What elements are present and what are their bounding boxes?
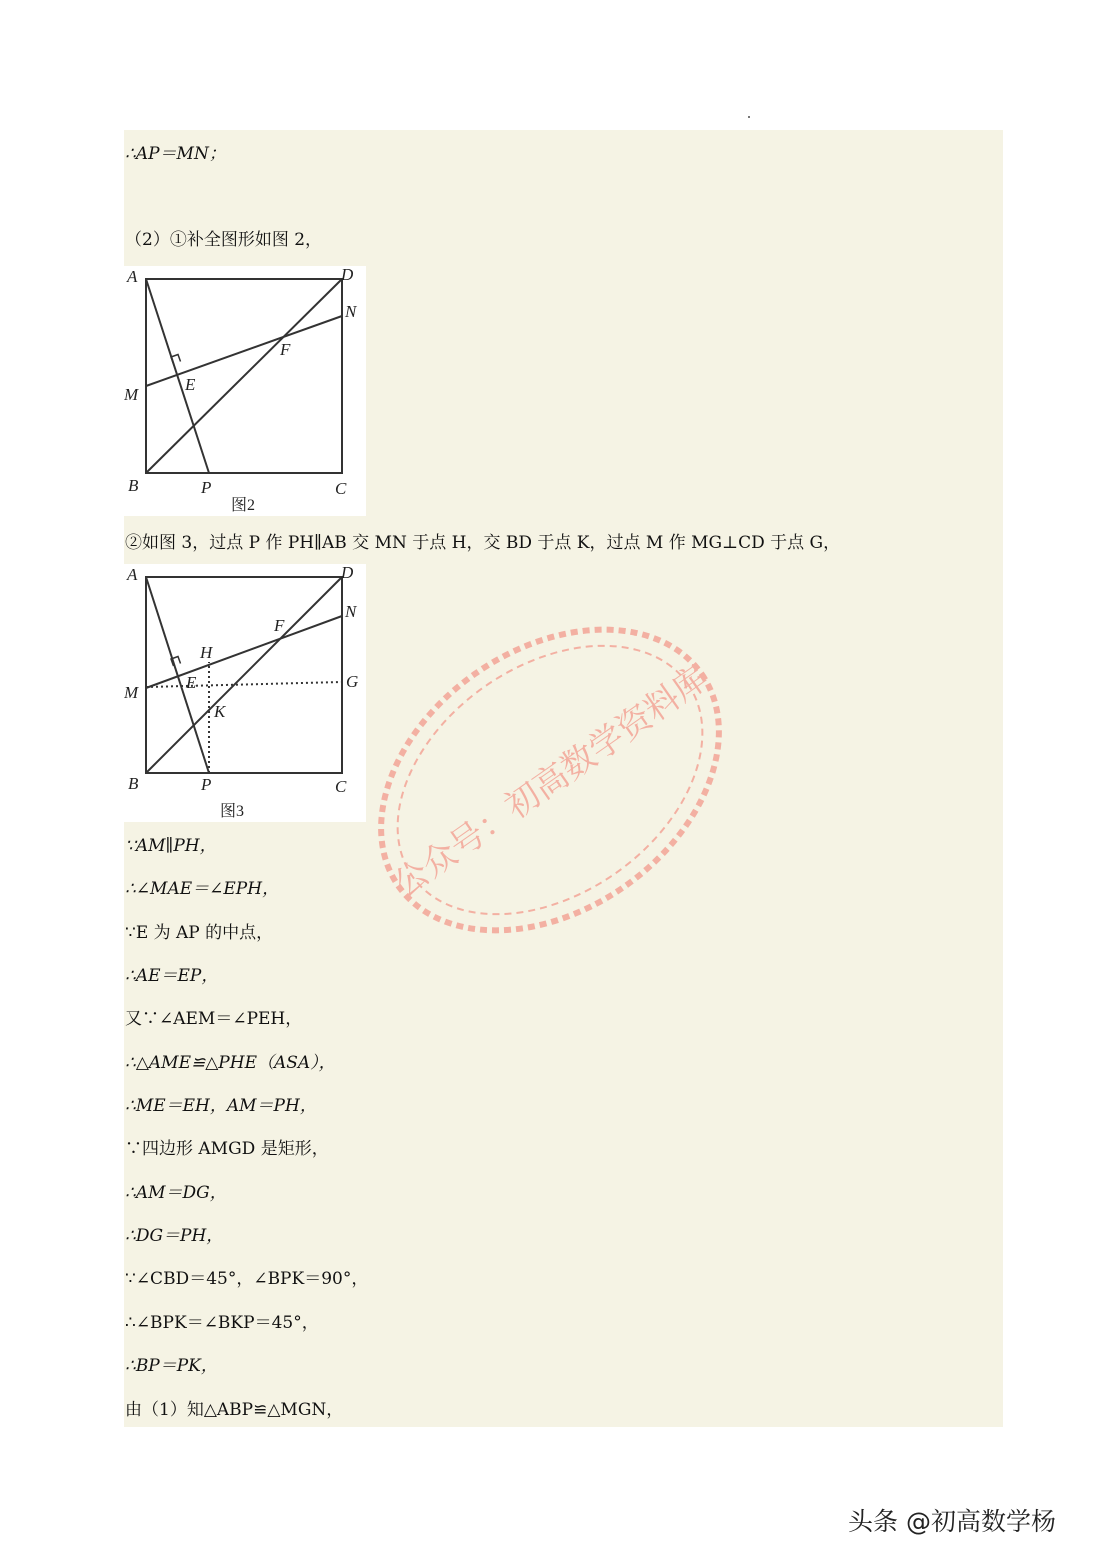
proof-line-16: ∴BP＝PK， (125, 1356, 218, 1376)
proof-line-11: ∵四边形 AMGD 是矩形， (125, 1139, 329, 1159)
proof-line-1: ∴AP＝MN； (125, 144, 226, 164)
proof-line-5: ∴∠MAE＝∠EPH， (125, 879, 280, 899)
proof-line-4: ∵AM∥PH， (125, 836, 217, 856)
speck (748, 116, 750, 118)
proof-line-3: ②如图 3，过点 P 作 PH∥AB 交 MN 于点 H，交 BD 于点 K，过点 M 作 MG⊥CD 于点 G， (125, 533, 841, 553)
footer-attribution: 头条 @初高数学杨 (848, 1507, 1056, 1536)
label-b: B (128, 476, 139, 495)
segment-mn (146, 616, 342, 688)
diagonal-bd (146, 577, 342, 773)
label-m: M (124, 385, 139, 404)
label-n: N (345, 602, 357, 621)
label-a: A (127, 267, 138, 286)
figure-2-caption: 图2 (231, 497, 256, 514)
proof-line-12: ∴AM＝DG， (125, 1183, 227, 1203)
proof-line-6: ∵E 为 AP 的中点， (125, 923, 274, 943)
label-m: M (124, 683, 139, 702)
watermark-text: 公众号：初高数学资料库 (386, 657, 716, 906)
label-h: H (200, 643, 213, 662)
label-k: K (214, 702, 226, 721)
proof-line-10: ∴ME＝EH，AM＝PH， (125, 1096, 317, 1116)
label-n: N (345, 302, 357, 321)
figure-3 (124, 564, 366, 822)
segment-ap (146, 577, 209, 773)
label-b: B (128, 774, 139, 793)
label-e: E (186, 673, 197, 692)
figure-2 (124, 266, 366, 516)
label-a: A (127, 565, 138, 584)
segment-ap (146, 279, 209, 473)
figure-3-caption: 图3 (220, 803, 245, 820)
proof-line-9: ∴△AME≌△PHE（ASA）， (125, 1053, 336, 1073)
label-f: F (280, 340, 291, 359)
label-f: F (274, 616, 285, 635)
label-p: P (201, 478, 212, 497)
part-2-heading: （2）①补全图形如图 2， (125, 230, 323, 250)
proof-line-14: ∵∠CBD＝45°，∠BPK＝90°， (125, 1269, 369, 1289)
dotted-mg (146, 682, 342, 687)
proof-line-17: 由（1）知△ABP≌△MGN， (125, 1400, 344, 1420)
label-c: C (335, 479, 347, 498)
proof-line-8: 又∵∠AEM＝∠PEH， (125, 1009, 303, 1029)
proof-line-15: ∴∠BPK＝∠BKP＝45°， (125, 1313, 319, 1333)
label-p: P (201, 775, 212, 794)
proof-line-7: ∴AE＝EP， (125, 966, 219, 986)
label-d: D (341, 266, 354, 284)
label-d: D (341, 564, 354, 582)
right-angle-mark (171, 355, 181, 365)
label-e: E (185, 375, 196, 394)
right-angle-mark (171, 657, 181, 667)
label-g: G (346, 672, 359, 691)
proof-line-13: ∴DG＝PH， (125, 1226, 224, 1246)
label-c: C (335, 777, 347, 796)
